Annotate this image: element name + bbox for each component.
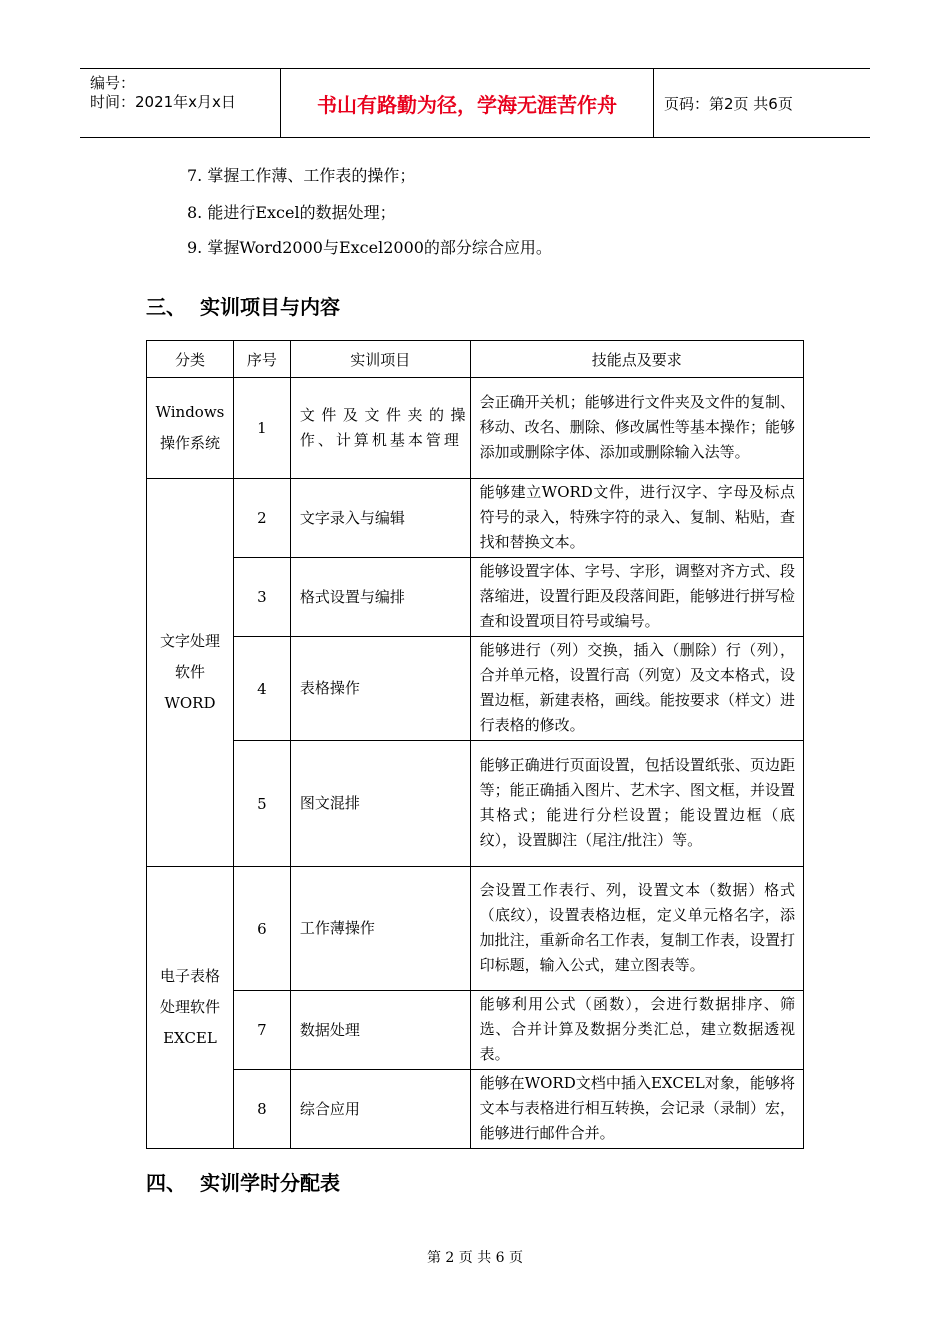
table-row: [147, 378, 804, 479]
requirement-cell: 能够进行（列）交换，插入（删除）行（列），合并单元格，设置行高（列宽）及文本格式，设置边框，新建表格，画线。能按要求（样文）进行表格的修改。: [470, 637, 803, 741]
page-footer: 第 2 页 共 6 页: [426, 1250, 524, 1266]
section-title: 实训项目与内容: [200, 295, 340, 319]
project-cell: 数据处理: [290, 991, 470, 1070]
seq-cell: 4: [233, 637, 290, 741]
table-row: [147, 558, 804, 637]
seq-cell: 2: [233, 479, 290, 558]
table-row: [147, 1070, 804, 1149]
project-cell: 格式设置与编排: [290, 558, 470, 637]
requirement-cell: 会正确开关机；能够进行文件夹及文件的复制、移动、改名、删除、修改属性等基本操作；能够添加或删除字体、添加或删除输入法等。: [470, 378, 803, 479]
project-cell: 综合应用: [290, 1070, 470, 1149]
requirement-cell: 能够利用公式（函数），会进行数据排序、筛选、合并计算及数据分类汇总，建立数据透视表。: [470, 991, 803, 1070]
seq-cell: 5: [233, 741, 290, 867]
seq-cell: 7: [233, 991, 290, 1070]
header-motto: 书山有路勤为径，学海无涯苦作舟: [281, 69, 654, 137]
project-cell: 文字录入与编辑: [290, 479, 470, 558]
table-row: [147, 867, 804, 991]
requirement-cell: 能够正确进行页面设置，包括设置纸张、页边距等；能正确插入图片、艺术字、图文框，并设置其格式；能进行分栏设置；能设置边框（底纹），设置脚注（尾注/批注）等。: [470, 741, 803, 867]
table-header-row: [147, 341, 804, 378]
section-heading-4: [146, 1167, 340, 1196]
seq-cell: 1: [233, 378, 290, 479]
header-page-label: 页码：第2页 共6页: [664, 94, 793, 113]
column-header: 技能点及要求: [470, 341, 803, 378]
seq-cell: 3: [233, 558, 290, 637]
seq-cell: 6: [233, 867, 290, 991]
training-table: [146, 340, 804, 1149]
category-cell: Windows 操作系统: [147, 378, 234, 479]
page-header: [80, 68, 870, 138]
table-row: [147, 479, 804, 558]
column-header: 分类: [147, 341, 234, 378]
project-cell: 图文混排: [290, 741, 470, 867]
section-number: 三、: [146, 295, 186, 319]
objective-item: 7. 掌握工作薄、工作表的操作；: [187, 166, 416, 185]
table-row: [147, 991, 804, 1070]
seq-cell: 8: [233, 1070, 290, 1149]
number-label: 编号：: [90, 74, 136, 92]
objective-item: 9. 掌握Word2000与Excel2000的部分综合应用。: [187, 238, 552, 257]
date-label: 时间：2021年x月x日: [90, 93, 236, 111]
project-cell: 文件及文件夹的操作、计算机基本管理: [290, 378, 470, 479]
column-header: 序号: [233, 341, 290, 378]
requirement-cell: 会设置工作表行、列，设置文本（数据）格式（底纹），设置表格边框，定义单元格名字，添加批注，重新命名工作表，复制工作表，设置打印标题，输入公式，建立图表等。: [470, 867, 803, 991]
category-cell: 电子表格 处理软件 EXCEL: [147, 867, 234, 1149]
project-cell: 工作薄操作: [290, 867, 470, 991]
table-row: [147, 741, 804, 867]
section-number: 四、: [146, 1171, 186, 1195]
requirement-cell: 能够在WORD文档中插入EXCEL对象，能够将文本与表格进行相互转换，会记录（录制）宏，能够进行邮件合并。: [470, 1070, 803, 1149]
category-cell: 文字处理 软件 WORD: [147, 479, 234, 867]
table-row: [147, 637, 804, 741]
objective-item: 8. 能进行Excel的数据处理；: [187, 203, 396, 222]
header-info: [80, 69, 281, 137]
section-heading-3: [146, 291, 340, 320]
requirement-cell: 能够设置字体、字号、字形，调整对齐方式、段落缩进，设置行距及段落间距，能够进行拼写检查和设置项目符号或编号。: [470, 558, 803, 637]
column-header: 实训项目: [290, 341, 470, 378]
project-cell: 表格操作: [290, 637, 470, 741]
section-title: 实训学时分配表: [200, 1171, 340, 1195]
requirement-cell: 能够建立WORD文件，进行汉字、字母及标点符号的录入，特殊字符的录入、复制、粘贴，查找和替换文本。: [470, 479, 803, 558]
